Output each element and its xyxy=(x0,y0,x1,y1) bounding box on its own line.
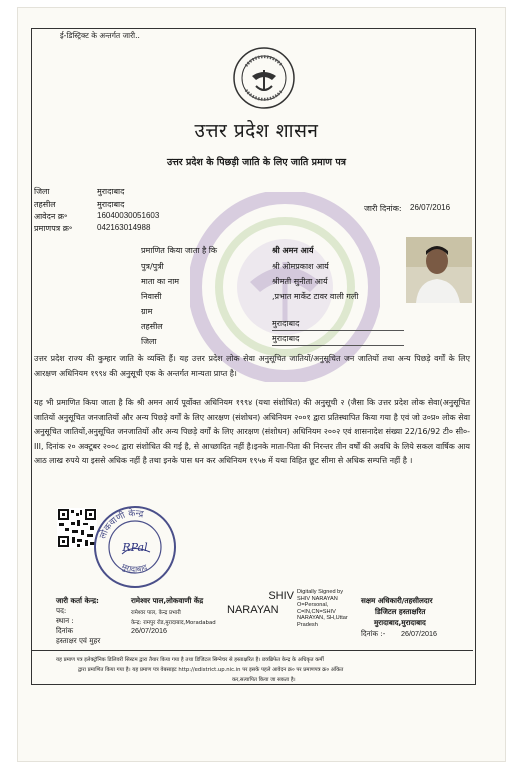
issuing-center-label: जारी कर्ता केन्द्र: xyxy=(56,596,99,605)
issuer-date: 26/07/2016 xyxy=(131,626,167,635)
details-tehsil-value: मुरादाबाद xyxy=(272,319,300,328)
mother-label: माता का नाम xyxy=(141,277,180,286)
tehsil-label: तहसील xyxy=(34,200,56,209)
qr-code xyxy=(57,508,97,548)
authority-date: 26/07/2016 xyxy=(401,629,437,638)
lokvani-seal-stamp xyxy=(92,504,178,590)
authority-title: सक्षम अधिकारी/तहसीलदार xyxy=(361,596,433,605)
footer-note-line3: कर,सत्यापित किया जा सकता है। xyxy=(232,677,296,683)
tehsil-value: मुरादाबाद xyxy=(97,200,125,209)
creamy-layer-paragraph: यह भी प्रमाणित किया जाता है कि श्री अमन आर्य पूर्वोक्त अधिनियम १९९४ (यथा संशोधित) की अनुसूची २ (जैसा कि उत्तर प्रदेश लोक सेवा(अनुसूचित जातियों अनुसूचित जनजातियों और अन्य पिछड़े वर्गों के लिए आरक्षण (संशोधन) अधिनियम २००१ द्वारा प्रतिस्थापित किया गया है एवं जो उ०प्र० लोक सेवा अनुसूचित जातियों,अनुसूचित जनजातियों और अन्य पिछड़े वर्गों के लिए आरक्षण (संशोधन) अधिनियम २००२ एवं शासनादेश संख्या 22/16/92 टी० सी०-III, दिनांक २० अक्टूबर २००८ द्वारा संशोधित की गई है, से आच्छादित नहीं है।इनके माता-पिता की निरन्तर तीन वर्षों की अवधि के लिये सकल वार्षिक आय आठ लाख रुपये या इससे अधिक नहीं है तथा इनके पास धन कर अधिनियम १९५७ में यथा विहित छूट सीमा से अधिक सम्पत्ति नहीं है । xyxy=(34,398,470,466)
digital-signature-details: Digitally Signed by SHIV NARAYAN O=Personal, C=IN,CN=SHIV NARAYAN, SH,Uttar Pradesh xyxy=(297,589,348,628)
authority-date-label: दिनांक :- xyxy=(361,629,386,638)
digital-signer-last-name: NARAYAN xyxy=(227,604,279,616)
up-government-emblem-icon xyxy=(232,46,296,110)
svg-text:RPal: RPal xyxy=(122,541,148,554)
digital-signature-type: डिजिटल हस्ताक्षरित xyxy=(375,607,426,616)
details-district-label: जिला xyxy=(141,337,157,346)
village-label: ग्राम xyxy=(141,307,153,316)
caste-paragraph: उत्तर प्रदेश राज्य की कुम्हार जाति के व्यक्ति हैं। यह उत्तर प्रदेश लोक सेवा अनुसूचित जातियों/अनुसूचित जन जातियों तथा अन्य पिछड़े वर्गों के लिए आरक्षण अधिनियम १९९४ की अनुसूची एक के अन्तर्गत मान्यता प्राप्त है। xyxy=(34,354,470,378)
issue-date: 26/07/2016 xyxy=(410,203,451,212)
place-value: केन्द्र: रामपुर रोड,मुरादाबाद,Moradabad xyxy=(131,620,216,626)
resident-address: ,प्रभात मार्केट टावर वाली गली xyxy=(272,292,359,301)
issuer-date-label: दिनांक xyxy=(56,626,74,635)
mother-name: श्रीमती सुनीता आर्य xyxy=(272,277,328,286)
footer-divider xyxy=(32,650,473,651)
authority-location: मुरादाबाद,मुरादाबाद xyxy=(374,618,426,627)
footer-note-line1: यह प्रमाण पत्र इलेक्ट्रॉनिक डिलिवरी सिस्टम द्वारा तैयार किया गया है तथा डिजिटल सिग्नेचर से हस्ताक्षरित है। छत्रब्रिफेत केन्द्र के अधिकृत कर्मी xyxy=(56,657,324,663)
certify-label: प्रमाणित किया जाता है कि xyxy=(141,246,218,255)
issuing-center-value: रामेश्वर पाल,लोकवाणी केंद्र xyxy=(131,596,204,605)
certificate-number-label: प्रमाणपत्र क्र॰ xyxy=(34,224,73,233)
divider xyxy=(272,345,404,346)
svg-text:लोकवाणी केन्द्र: लोकवाणी केन्द्र xyxy=(98,508,145,541)
digital-signer-first-name: SHIV xyxy=(268,590,294,602)
certificate-subtitle: उत्तर प्रदेश के पिछड़ी जाति के लिए जाति प्रमाण पत्र xyxy=(167,157,346,168)
application-number: 16040030051603 xyxy=(97,211,160,220)
details-district-value: मुरादाबाद xyxy=(272,334,300,343)
district-label: जिला xyxy=(34,187,50,196)
issue-date-label: जारी दिनांक: xyxy=(364,204,402,213)
footer-note-line2: द्वारा प्रमाणित किया गया है। यह प्रमाण पत्र वेबसाइट http://edistrict.up.nic.in पर इसके पहले आवेदन क्र० पर प्रमाणपत्र क्र० अंकित xyxy=(78,667,344,673)
father-name: श्री ओमप्रकाश आर्य xyxy=(272,262,329,271)
place-label: स्थान : xyxy=(56,616,74,625)
issue-note: ई-डिस्ट्रिक्ट के अन्तर्गत जारी.. xyxy=(60,31,140,40)
details-tehsil-label: तहसील xyxy=(141,322,163,331)
application-number-label: आवेदन क्र॰ xyxy=(34,212,68,221)
sign-seal-label: हस्ताक्षर एवं मुहर xyxy=(56,636,101,645)
applicant-name: श्री अमन आर्य xyxy=(272,246,314,255)
resident-label: निवासी xyxy=(141,292,162,301)
certificate-number: 042163014988 xyxy=(97,223,151,232)
divider xyxy=(272,330,404,331)
page-title: उत्तर प्रदेश शासन xyxy=(194,120,319,142)
svg-text:मुरादाबाद: मुरादाबाद xyxy=(120,562,149,574)
applicant-photo xyxy=(406,237,472,303)
post-label: पद: xyxy=(56,606,67,615)
father-label: पुत्र/पुत्री xyxy=(141,262,164,271)
district-value: मुरादाबाद xyxy=(97,187,125,196)
post-value: रामेश्वर पाल, केन्द्र प्रभारी xyxy=(131,610,181,616)
